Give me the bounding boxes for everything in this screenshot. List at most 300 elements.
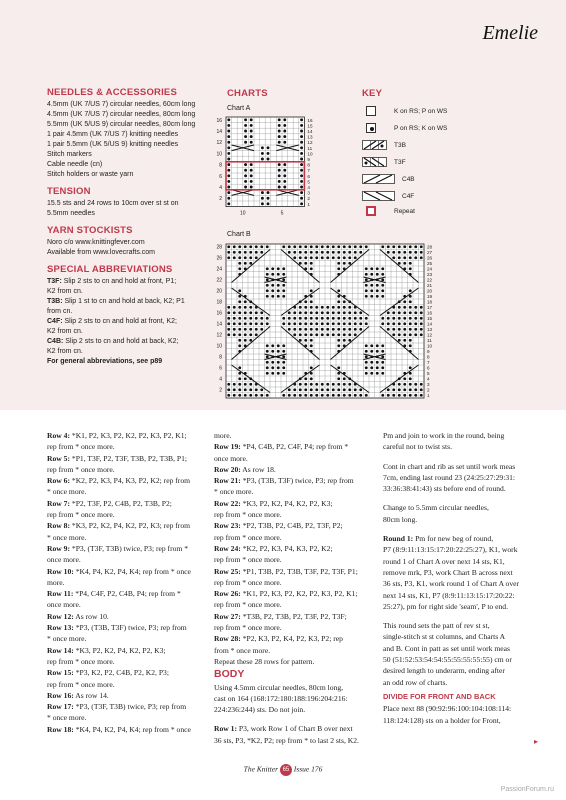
purl-dot (300, 118, 303, 121)
purl-dot (332, 311, 335, 314)
instruction-line: Repeat these 28 rows for pattern. (214, 656, 315, 666)
purl-dot (266, 322, 269, 325)
purl-dot (420, 383, 423, 386)
purl-dot (315, 306, 318, 309)
purl-dot (266, 284, 269, 287)
purl-dot (387, 394, 390, 397)
purl-dot (321, 328, 324, 331)
purl-dot (288, 328, 291, 331)
purl-dot (409, 295, 412, 298)
instruction-line: This round sets the patt of rev st st, (383, 621, 490, 631)
instruction-line: rep from * once more. (47, 656, 115, 666)
purl-dot (381, 350, 384, 353)
purl-dot (343, 317, 346, 320)
tension-line: 15.5 sts and 24 rows to 10cm over st st on (47, 200, 179, 207)
purl-dot (387, 251, 390, 254)
dot-square-icon (366, 123, 376, 133)
chart-row-label: 24 (427, 266, 433, 272)
purl-dot (403, 262, 406, 265)
purl-dot (233, 317, 236, 320)
chart-row-label: 15 (307, 123, 313, 129)
purl-dot (409, 262, 412, 265)
body-cast-on-text (214, 682, 364, 716)
instruction-line: Row 5: *P1, T3F, P2, T3F, T3B, P2, T3B, P1; (47, 453, 188, 463)
purl-dot (326, 251, 329, 254)
purl-dot (392, 322, 395, 325)
chart-row-label: 17 (427, 305, 433, 311)
instruction-line: 50 (51:52:53:54:54:55:55:55:55:55) cm or (383, 655, 512, 665)
purl-dot (348, 339, 351, 342)
purl-dot (304, 306, 307, 309)
purl-dot (332, 383, 335, 386)
purl-dot (337, 372, 340, 375)
instruction-line: Row 10: *K4, P4, K2, P4, K4; rep from * once (47, 566, 191, 576)
purl-dot (299, 311, 302, 314)
purl-dot (409, 317, 412, 320)
needles-line: 5.5mm (UK 5/US 9) circular needles, 80cm long (47, 121, 196, 128)
purl-dot (343, 311, 346, 314)
purl-dot (227, 191, 230, 194)
chart-row-label: 7 (427, 360, 430, 366)
purl-dot (348, 311, 351, 314)
purl-dot (403, 388, 406, 391)
purl-dot (282, 350, 285, 353)
purl-dot (299, 256, 302, 259)
chart-row-label: 11 (427, 338, 432, 344)
purl-dot (326, 311, 329, 314)
instruction-line: Row 19: *P4, C4B, P2, C4F, P4; rep from * (214, 442, 349, 452)
purl-dot (266, 350, 269, 353)
chart-row-label: 14 (427, 321, 433, 327)
instruction-line: 36 sts, P3, K1, work round 1 of Chart A over (383, 579, 520, 589)
purl-dot (315, 388, 318, 391)
instruction-line: rep from * once more. (214, 577, 282, 587)
instruction-line: Row 20: As row 18. (214, 464, 276, 474)
purl-dot (359, 388, 362, 391)
purl-dot (300, 163, 303, 166)
purl-dot (381, 284, 384, 287)
join-text (383, 430, 535, 453)
purl-dot (244, 262, 247, 265)
purl-dot (343, 262, 346, 265)
purl-dot (365, 289, 368, 292)
chart-row-label: 6 (219, 173, 222, 180)
purl-dot (260, 322, 263, 325)
purl-dot (403, 339, 406, 342)
purl-dot (300, 130, 303, 133)
purl-dot (337, 306, 340, 309)
purl-dot (293, 328, 296, 331)
purl-dot (315, 383, 318, 386)
purl-dot (392, 251, 395, 254)
purl-dot (227, 180, 230, 183)
purl-dot (337, 245, 340, 248)
chart-a (210, 113, 325, 225)
key-heading: KEY (362, 88, 383, 99)
purl-dot (271, 284, 274, 287)
purl-dot (381, 245, 384, 248)
instruction-line: desired length to underarm, ending after (383, 666, 505, 676)
purl-dot (321, 306, 324, 309)
purl-dot (277, 284, 280, 287)
purl-dot (288, 251, 291, 254)
purl-dot (300, 135, 303, 138)
purl-dot (266, 355, 269, 358)
purl-dot (420, 328, 423, 331)
purl-dot (250, 163, 253, 166)
purl-dot (409, 372, 412, 375)
purl-dot (300, 186, 303, 189)
purl-dot (348, 388, 351, 391)
chart-col-label: 10 (240, 210, 246, 217)
purl-dot (337, 256, 340, 259)
chart-row-label: 26 (216, 255, 222, 262)
purl-dot (315, 322, 318, 325)
purl-dot (244, 317, 247, 320)
c4f-symbol-icon (362, 191, 396, 201)
purl-dot (398, 311, 401, 314)
instruction-line: Row 8: *K3, P2, K2, P4, K2, P2, K3; rep from (47, 521, 191, 531)
divide-heading: DIVIDE FOR FRONT AND BACK (383, 691, 496, 701)
instruction-line: rep from * once more. (47, 442, 115, 452)
purl-dot (337, 311, 340, 314)
purl-dot (359, 322, 362, 325)
purl-dot (266, 394, 269, 397)
purl-dot (409, 366, 412, 369)
purl-dot (244, 180, 247, 183)
purl-dot (266, 245, 269, 248)
purl-dot (227, 383, 230, 386)
purl-dot (381, 317, 384, 320)
purl-dot (365, 394, 368, 397)
purl-dot (409, 339, 412, 342)
purl-dot (310, 344, 313, 347)
purl-dot (304, 322, 307, 325)
purl-dot (381, 361, 384, 364)
purl-dot (271, 295, 274, 298)
round1-text (383, 533, 535, 612)
purl-dot (227, 124, 230, 127)
instruction-line: Place next 88 (90:92:96:100:104:108:114: (383, 704, 512, 714)
purl-dot (293, 317, 296, 320)
purl-dot (227, 169, 230, 172)
purl-dot (310, 295, 313, 298)
chart-row-label: 9 (307, 156, 310, 162)
purl-dot (249, 339, 252, 342)
page-number: 65 (280, 764, 292, 776)
purl-dot (354, 394, 357, 397)
purl-dot (250, 130, 253, 133)
chart-col-label: 5 (280, 210, 284, 217)
chart-row-label: 4 (219, 184, 222, 191)
purl-dot (227, 394, 230, 397)
chart-row-label: 13 (427, 327, 433, 333)
purl-dot (244, 118, 247, 121)
instruction-line: rep from * once more. (47, 679, 115, 689)
purl-dot (278, 169, 281, 172)
purl-dot (288, 311, 291, 314)
purl-dot (293, 245, 296, 248)
purl-dot (250, 169, 253, 172)
purl-dot (321, 322, 324, 325)
instruction-line: * once more. (47, 713, 87, 723)
purl-dot (310, 311, 313, 314)
instruction-line: * once more. (47, 487, 87, 497)
purl-dot (310, 388, 313, 391)
purl-dot (250, 141, 253, 144)
purl-dot (381, 289, 384, 292)
instruction-line: 36 sts, P3, *K2, P2; rep from * to last 2 sts, K2. (214, 735, 359, 745)
key-item-knit: K on RS; P on WS (362, 104, 447, 118)
purl-dot (249, 306, 252, 309)
purl-dot (409, 300, 412, 303)
purl-dot (310, 256, 313, 259)
chart-b-label: Chart B (227, 231, 251, 238)
instruction-line: Using 4.5mm circular needles, 80cm long, (214, 682, 344, 692)
purl-dot (376, 267, 379, 270)
purl-dot (299, 245, 302, 248)
purl-dot (266, 372, 269, 375)
purl-dot (261, 146, 264, 149)
instruction-line: rep from * once more. (214, 555, 282, 565)
purl-dot (414, 394, 417, 397)
purl-dot (299, 262, 302, 265)
purl-dot (359, 328, 362, 331)
purl-dot (365, 278, 368, 281)
yarn-line: Noro c/o www.knittingfever.com (47, 239, 145, 246)
purl-dot (409, 394, 412, 397)
purl-dot (387, 328, 390, 331)
purl-dot (348, 394, 351, 397)
purl-dot (255, 245, 258, 248)
purl-dot (409, 267, 412, 270)
purl-dot (304, 311, 307, 314)
purl-dot (376, 366, 379, 369)
purl-dot (420, 322, 423, 325)
purl-dot (409, 245, 412, 248)
purl-dot (354, 328, 357, 331)
purl-dot (304, 377, 307, 380)
purl-dot (293, 251, 296, 254)
purl-dot (337, 333, 340, 336)
instruction-line: rep from * once more. (47, 464, 115, 474)
purl-dot (238, 256, 241, 259)
purl-dot (271, 350, 274, 353)
purl-dot (227, 322, 230, 325)
chart-row-label: 3 (307, 190, 310, 196)
chart-row-label: 12 (216, 332, 222, 339)
purl-dot (277, 361, 280, 364)
purl-dot (267, 191, 270, 194)
purl-dot (359, 317, 362, 320)
purl-dot (365, 366, 368, 369)
purl-dot (238, 317, 241, 320)
needles-line: Stitch holders or waste yarn (47, 171, 134, 178)
purl-dot (300, 191, 303, 194)
needles-line: 4.5mm (UK 7/US 7) circular needles, 60cm long (47, 101, 196, 108)
purl-dot (244, 394, 247, 397)
purl-dot (282, 355, 285, 358)
purl-dot (282, 284, 285, 287)
purl-dot (315, 256, 318, 259)
purl-dot (238, 262, 241, 265)
purl-dot (354, 317, 357, 320)
chart-row-label: 4 (219, 376, 222, 383)
purl-dot (359, 245, 362, 248)
purl-dot (398, 328, 401, 331)
purl-dot (414, 383, 417, 386)
purl-dot (282, 267, 285, 270)
purl-dot (266, 366, 269, 369)
purl-dot (244, 328, 247, 331)
repeat-box-icon (366, 206, 376, 216)
purl-dot (283, 163, 286, 166)
purl-dot (267, 158, 270, 161)
instruction-line: Row 25: *P1, T3B, P2, T3B, T3F, P2, T3F, P1; (214, 566, 358, 576)
purl-dot (403, 328, 406, 331)
instruction-line: Row 16: As row 14. (47, 690, 109, 700)
purl-dot (250, 118, 253, 121)
purl-dot (288, 317, 291, 320)
instruction-line: rep from * once more. (214, 623, 282, 633)
purl-dot (315, 251, 318, 254)
chart-row-label: 10 (216, 343, 222, 350)
instruction-line: 118:124:128) sts on a holder for Front, (383, 715, 501, 725)
chart-row-label: 21 (427, 283, 433, 289)
purl-dot (332, 333, 335, 336)
abbreviations-note: For general abbreviations, see p89 (47, 358, 163, 365)
chart-row-label: 16 (216, 117, 222, 124)
purl-dot (403, 394, 406, 397)
purl-dot (365, 284, 368, 287)
purl-dot (398, 383, 401, 386)
purl-dot (283, 124, 286, 127)
purl-dot (255, 256, 258, 259)
purl-dot (282, 372, 285, 375)
purl-dot (227, 118, 230, 121)
purl-dot (255, 333, 258, 336)
chart-row-label: 6 (219, 365, 222, 372)
purl-dot (315, 333, 318, 336)
purl-dot (398, 333, 401, 336)
instruction-line: Row 12: As row 10. (47, 611, 109, 621)
instruction-line: Cont in chart and rib as set until work meas (383, 461, 516, 471)
purl-dot (321, 251, 324, 254)
instruction-line: cast on 164 (168:172:180:188:196:204:216: (214, 693, 348, 703)
purl-dot (414, 245, 417, 248)
purl-dot (310, 328, 313, 331)
chart-row-label: 6 (307, 173, 310, 179)
watermark: PassionForum.ru (500, 786, 554, 793)
purl-dot (420, 245, 423, 248)
chart-row-label: 2 (307, 196, 310, 202)
instruction-line: rep from * once more. (214, 510, 282, 520)
purl-dot (376, 295, 379, 298)
purl-dot (266, 344, 269, 347)
purl-dot (238, 388, 241, 391)
chart-row-label: 2 (427, 387, 430, 393)
purl-dot (343, 322, 346, 325)
purl-dot (283, 141, 286, 144)
purl-dot (233, 256, 236, 259)
purl-dot (420, 388, 423, 391)
purl-dot (227, 317, 230, 320)
instruction-line: Row 9: *P3, (T3F, T3B) twice, P3; rep from * (47, 543, 188, 553)
abbreviation-line: K2 from cn. (47, 348, 83, 355)
purl-dot (244, 300, 247, 303)
purl-dot (288, 388, 291, 391)
purl-dot (321, 245, 324, 248)
purl-dot (409, 344, 412, 347)
chart-row-label: 19 (427, 294, 433, 300)
purl-dot (365, 317, 368, 320)
instruction-line: Row 17: *P3, (T3F, T3B) twice, P3; rep from (47, 702, 187, 712)
purl-dot (278, 163, 281, 166)
instruction-line: 33:36:38:41:43) sts before end of round. (383, 484, 506, 494)
purl-dot (244, 251, 247, 254)
purl-dot (304, 388, 307, 391)
purl-dot (293, 333, 296, 336)
purl-dot (420, 311, 423, 314)
instruction-line: * once more. (47, 634, 87, 644)
purl-dot (255, 394, 258, 397)
yarn-line: Available from www.lovecrafts.com (47, 249, 156, 256)
chart-row-label: 16 (216, 310, 222, 317)
purl-dot (299, 317, 302, 320)
instruction-line: Row 11: *P4, C4F, P2, C4B, P4; rep from * (47, 589, 181, 599)
purl-dot (343, 256, 346, 259)
instruction-line: next 14 sts, K1, P7 (8:9:11:13:15:17:20:22: (383, 590, 515, 600)
purl-dot (260, 394, 263, 397)
instruction-line: Pm and join to work in the round, being (383, 431, 505, 440)
purl-dot (403, 377, 406, 380)
purl-dot (238, 289, 241, 292)
purl-dot (310, 306, 313, 309)
purl-dot (409, 383, 412, 386)
purl-dot (238, 344, 241, 347)
purl-dot (267, 152, 270, 155)
purl-dot (398, 388, 401, 391)
instruction-line: Row 27: *T3B, P2, T3B, P2, T3F, P2, T3F; (214, 611, 347, 621)
purl-dot (337, 344, 340, 347)
chart-row-label: 5 (307, 179, 310, 185)
continue-arrow-icon: ▸ (534, 737, 539, 746)
chart-row-label: 24 (216, 266, 222, 273)
purl-dot (392, 311, 395, 314)
abbreviation-line: from cn. (47, 308, 73, 315)
chart-row-label: 2 (219, 196, 222, 203)
purl-dot (238, 377, 241, 380)
purl-dot (376, 350, 379, 353)
purl-dot (359, 394, 362, 397)
instruction-line: Row 14: *K3, P2, K2, P4, K2, P2, K3; (47, 645, 166, 655)
purl-dot (233, 322, 236, 325)
purl-dot (227, 130, 230, 133)
purl-dot (387, 245, 390, 248)
purl-dot (244, 383, 247, 386)
purl-dot (414, 317, 417, 320)
purl-dot (266, 289, 269, 292)
purl-dot (244, 130, 247, 133)
purl-dot (343, 300, 346, 303)
purl-dot (409, 251, 412, 254)
purl-dot (282, 394, 285, 397)
purl-dot (244, 322, 247, 325)
purl-dot (250, 186, 253, 189)
purl-dot (304, 317, 307, 320)
purl-dot (261, 197, 264, 200)
instruction-line: round 1 of Chart A over next 14 sts, K1, (383, 556, 505, 566)
